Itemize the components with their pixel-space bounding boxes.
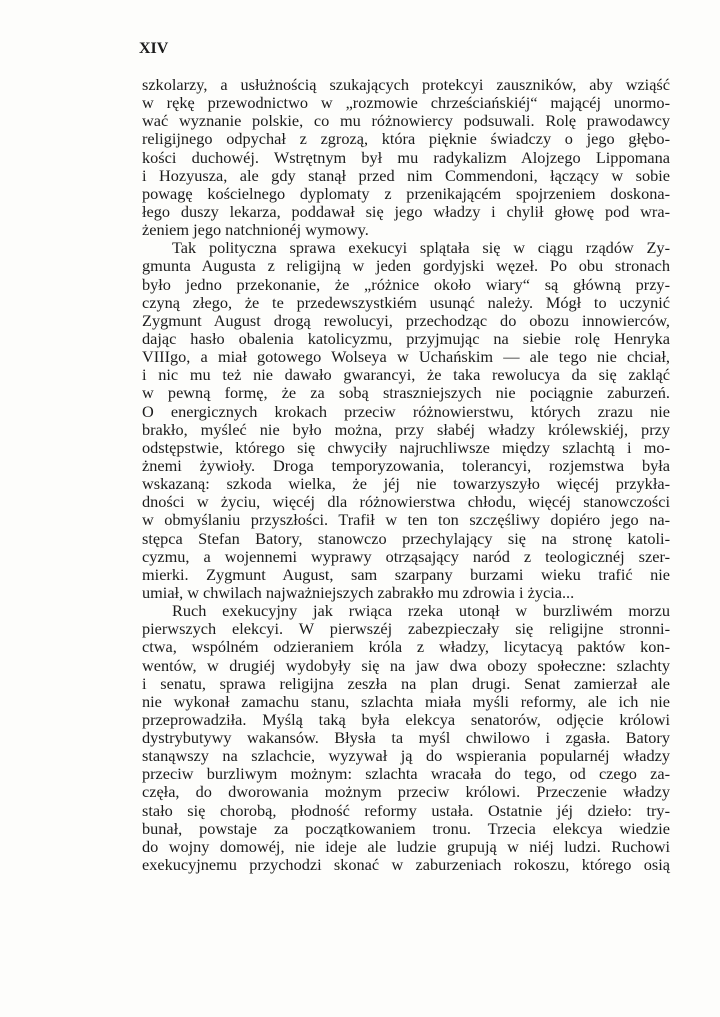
text-line: pierwszych elekcyi. W pierwszéj zabezpieczały się religijne stronni- — [142, 619, 670, 639]
text-line: i nic mu też nie dawało gwarancyi, że taka rewolucya da się zakląć — [142, 365, 670, 385]
text-line: stanąwszy na szlachcie, wyzywał ją do wspierania popularnéj władzy — [142, 746, 670, 766]
text-line: i Hozyusza, ale gdy stanął przed nim Commendoni, łączący w sobie — [142, 165, 670, 185]
text-line: dystrybutywy wakansów. Błysła ta myśl chwilowo i zgasła. Batory — [142, 728, 670, 748]
text-line: w obmyślaniu przyszłości. Trafił w ten ton szczęśliwy dopiéro jego na- — [142, 510, 670, 530]
text-line: exekucyjnemu przychodzi skonać w zaburzeniach rokoszu, którego osią — [142, 855, 670, 875]
text-line: powagę kościelnego dyplomaty z przenikającém spojrzeniem doskona- — [142, 183, 670, 203]
text-line: czyną złego, że te przedewszystkiém usunąć należy. Mógł to uczynić — [142, 292, 670, 312]
paragraph — [142, 76, 670, 239]
text-line: przeciw burzliwym możnym: szlachta wracała do tego, od czego za- — [142, 764, 670, 784]
text-line: przeprowadziła. Myślą taką była elekcya senatorów, odjęcie królowi — [142, 709, 670, 729]
paragraph — [142, 602, 670, 874]
text-line: szkolarzy, a usłużnością szukających protekcyi zauszników, aby wziąść — [142, 75, 670, 94]
text-line: brakło, myśleć nie było można, przy słabéj władzy królewskiéj, przy — [142, 419, 670, 439]
text-line: w rękę przewodnictwo w „rozmowie chrześciańskiéj“ mającéj unormo- — [142, 93, 670, 113]
text-line: Tak polityczna sprawa exekucyi splątała się w ciągu rządów Zy- — [172, 238, 670, 258]
text-line: było jedno przekonanie, że „różnice około wiary“ są główną przy- — [142, 274, 670, 294]
text-line: O energicznych krokach przeciw różnowierstwu, których zrazu nie — [142, 401, 670, 421]
text-line: bunał, powstaje za początkowaniem tronu. Trzecia elekcya wiedzie — [142, 818, 670, 838]
text-line: żeniem jego natchnionéj wymowy. — [142, 220, 369, 240]
text-line: cyzmu, a wojennemi wyprawy otrząsający naród z teologicznéj szer- — [142, 546, 670, 566]
text-line: Ruch exekucyjny jak rwiąca rzeka utonął w burzliwém morzu — [172, 601, 670, 621]
text-line: dności w życiu, więcéj dla różnowierstwa chłodu, więcéj stanowczości — [142, 492, 670, 512]
text-line: i senatu, sprawa religijna zeszła na plan drugi. Senat zamierzał ale — [142, 673, 670, 693]
text-line: Zygmunt August drogą rewolucyi, przechodząc do obozu innowierców, — [142, 310, 670, 330]
text-line: odstępstwie, którego się chwyciły najruchliwsze między szlachtą i mo- — [142, 437, 670, 457]
text-line: VIIIgo, a miał gotowego Wolseya w Uchańskim — ale tego nie chciał, — [142, 347, 670, 367]
text-line: religijnego odpychał z zgrozą, która pięknie świadczy o jego głębo- — [142, 129, 670, 149]
text-line: ctwa, wspólném odzieraniem króla z władzy, licytacyą paktów kon- — [142, 637, 670, 657]
text-line: umiał, w chwilach najważniejszych zabrakło mu zdrowia i życia... — [142, 582, 575, 602]
text-line: dając hasło obalenia katolicyzmu, przyjmując na siebie rolę Henryka — [142, 328, 670, 348]
paragraph — [142, 239, 670, 602]
text-line: kości duchowéj. Wstrętnym był mu radykalizm Alojzego Lippomana — [142, 147, 670, 167]
text-line: w pewną formę, że za sobą straszniejszych nie pociągnie zaburzeń. — [142, 383, 670, 403]
text-line: wać wyznanie polskie, co mu różnowiercy podsuwali. Rolę prawodawcy — [142, 111, 670, 131]
text-line: do wojny domowéj, nie ideje ale ludzie grupują w niéj ludzi. Ruchowi — [142, 836, 670, 856]
text-line: nie wykonał zamachu stanu, szlachta miała myśli reformy, ale ich nie — [142, 691, 670, 711]
body-text — [142, 76, 670, 874]
text-line: łego duszy lekarza, poddawał się jego władzy i chylił głowę pod wra- — [142, 201, 670, 221]
text-line: gmunta Augusta z religijną w jeden gordyjski węzeł. Po obu stronach — [142, 256, 670, 276]
text-line: mierki. Zygmunt August, sam szarpany burzami wieku trafić nie — [142, 564, 670, 584]
text-line: żnemi żywioły. Droga temporyzowania, tolerancyi, rozjemstwa była — [142, 455, 670, 475]
page-number: XIV — [139, 40, 169, 57]
text-line: stępca Stefan Batory, stanowczo przechylający się na stronę katoli- — [142, 528, 670, 548]
text-line: wentów, w drugiéj wydobyły się na jaw dwa obozy społeczne: szlachty — [142, 655, 670, 675]
text-line: częła, do dworowania możnym przeciw królowi. Przeczenie władzy — [142, 782, 670, 802]
text-line: wskazaną: szkoda wielka, że jéj nie towarzyszyło więcéj przykła- — [142, 474, 670, 494]
text-line: stało się chorobą, płodność reformy ustała. Ostatnie jéj dzieło: try- — [142, 800, 670, 820]
